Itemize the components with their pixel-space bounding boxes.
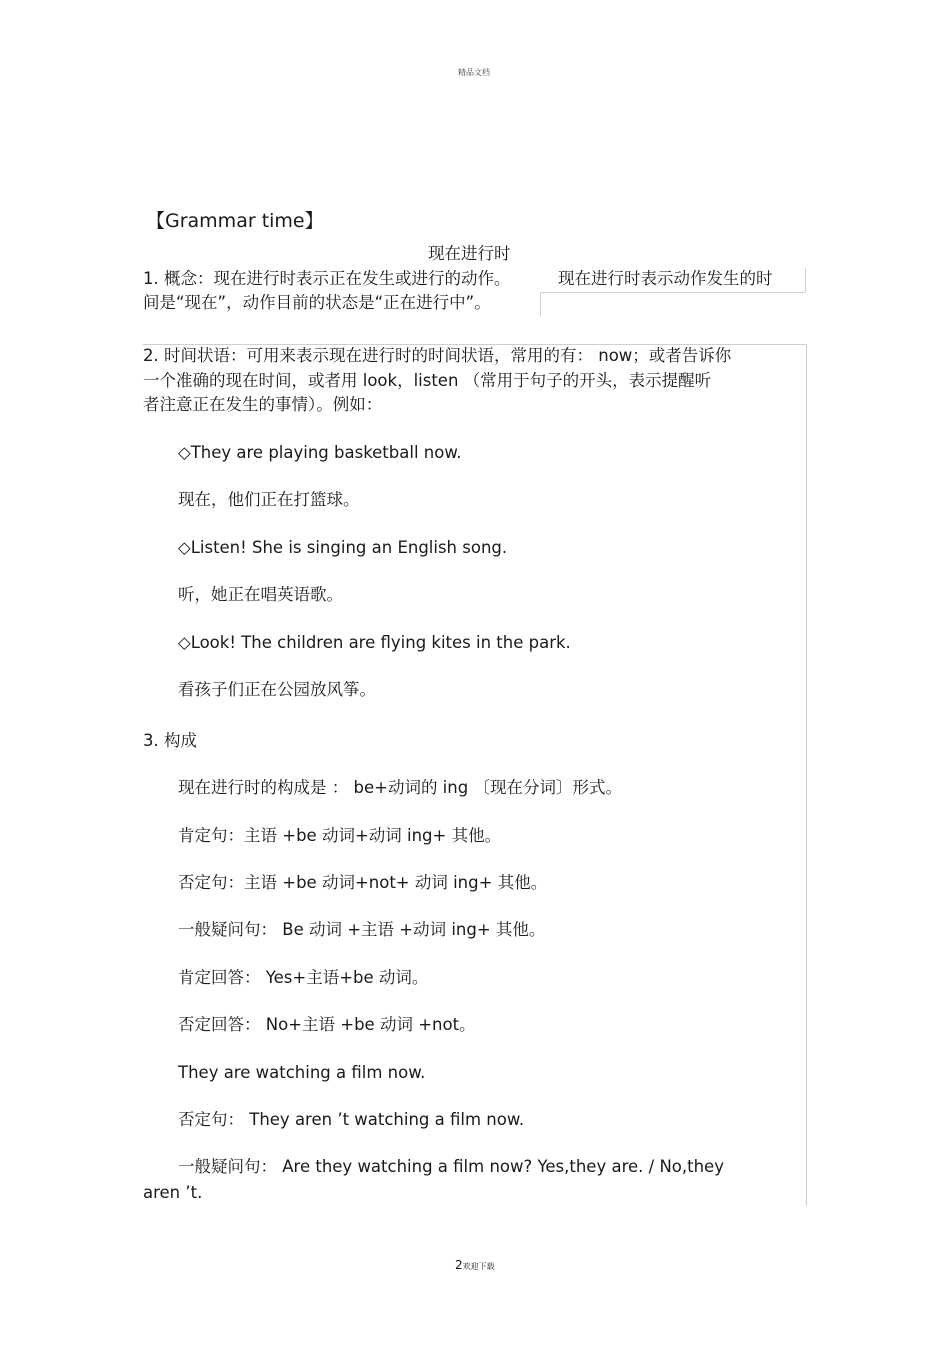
section-subtitle: 现在进行时 [428,244,511,263]
example-line: 现在，他们正在打篮球。 [178,490,360,509]
structure-line: 肯定回答： Yes+主语+be 动词。 [178,968,429,987]
adverbial-line: 者注意正在发生的事情）。例如： [143,395,383,414]
structure-line: 现在进行时的构成是 ： be+动词的 ing 〔现在分词〕形式。 [178,778,622,797]
section-title: 【Grammar time】 [146,210,324,232]
page-header: 精品文档 [458,68,490,77]
footer-text: 欢迎下载 [462,1262,495,1271]
structure-line: They are watching a film now. [178,1063,426,1082]
structure-line: 否定回答： No+主语 +be 动词 +not。 [178,1015,476,1034]
example-line: ◇They are playing basketball now. [178,443,462,462]
example-line: ◇Look! The children are flying kites in the park. [178,633,571,652]
structure-line: 一般疑问句： Be 动词 +主语 +动词 ing+ 其他。 [178,920,546,939]
concept-line: 1. 概念：现在进行时表示正在发生或进行的动作。 [143,269,511,288]
structure-line: 否定句： They aren ’t watching a film now. [178,1110,525,1129]
structure-line: aren ’t. [143,1183,203,1202]
concept-line: 间是“现在”，动作目前的状态是“正在进行中”。 [143,293,491,312]
example-line: 听，她正在唱英语歌。 [178,585,343,604]
example-line: 看孩子们正在公园放风筝。 [178,680,376,699]
structure-line: 一般疑问句： Are they watching a film now? Yes,they are. / No,they [178,1157,724,1176]
page-number: 2 [455,1258,463,1272]
concept-line: 现在进行时表示动作发生的时 [558,269,773,288]
adverbial-line: 2. 时间状语：可用来表示现在进行时的时间状语，常用的有： now；或者告诉你 [143,346,732,365]
table-border [540,292,805,293]
table-border [540,292,541,316]
adverbial-line: 一个准确的现在时间，或者用 look，listen （常用于句子的开头，表示提醒听 [143,371,712,390]
page-footer [455,1258,495,1272]
structure-line: 肯定句：主语 +be 动词+动词 ing+ 其他。 [178,826,502,845]
structure-line: 否定句：主语 +be 动词+not+ 动词 ing+ 其他。 [178,873,548,892]
structure-heading: 3. 构成 [143,731,197,750]
example-line: ◇Listen! She is singing an English song. [178,538,508,557]
